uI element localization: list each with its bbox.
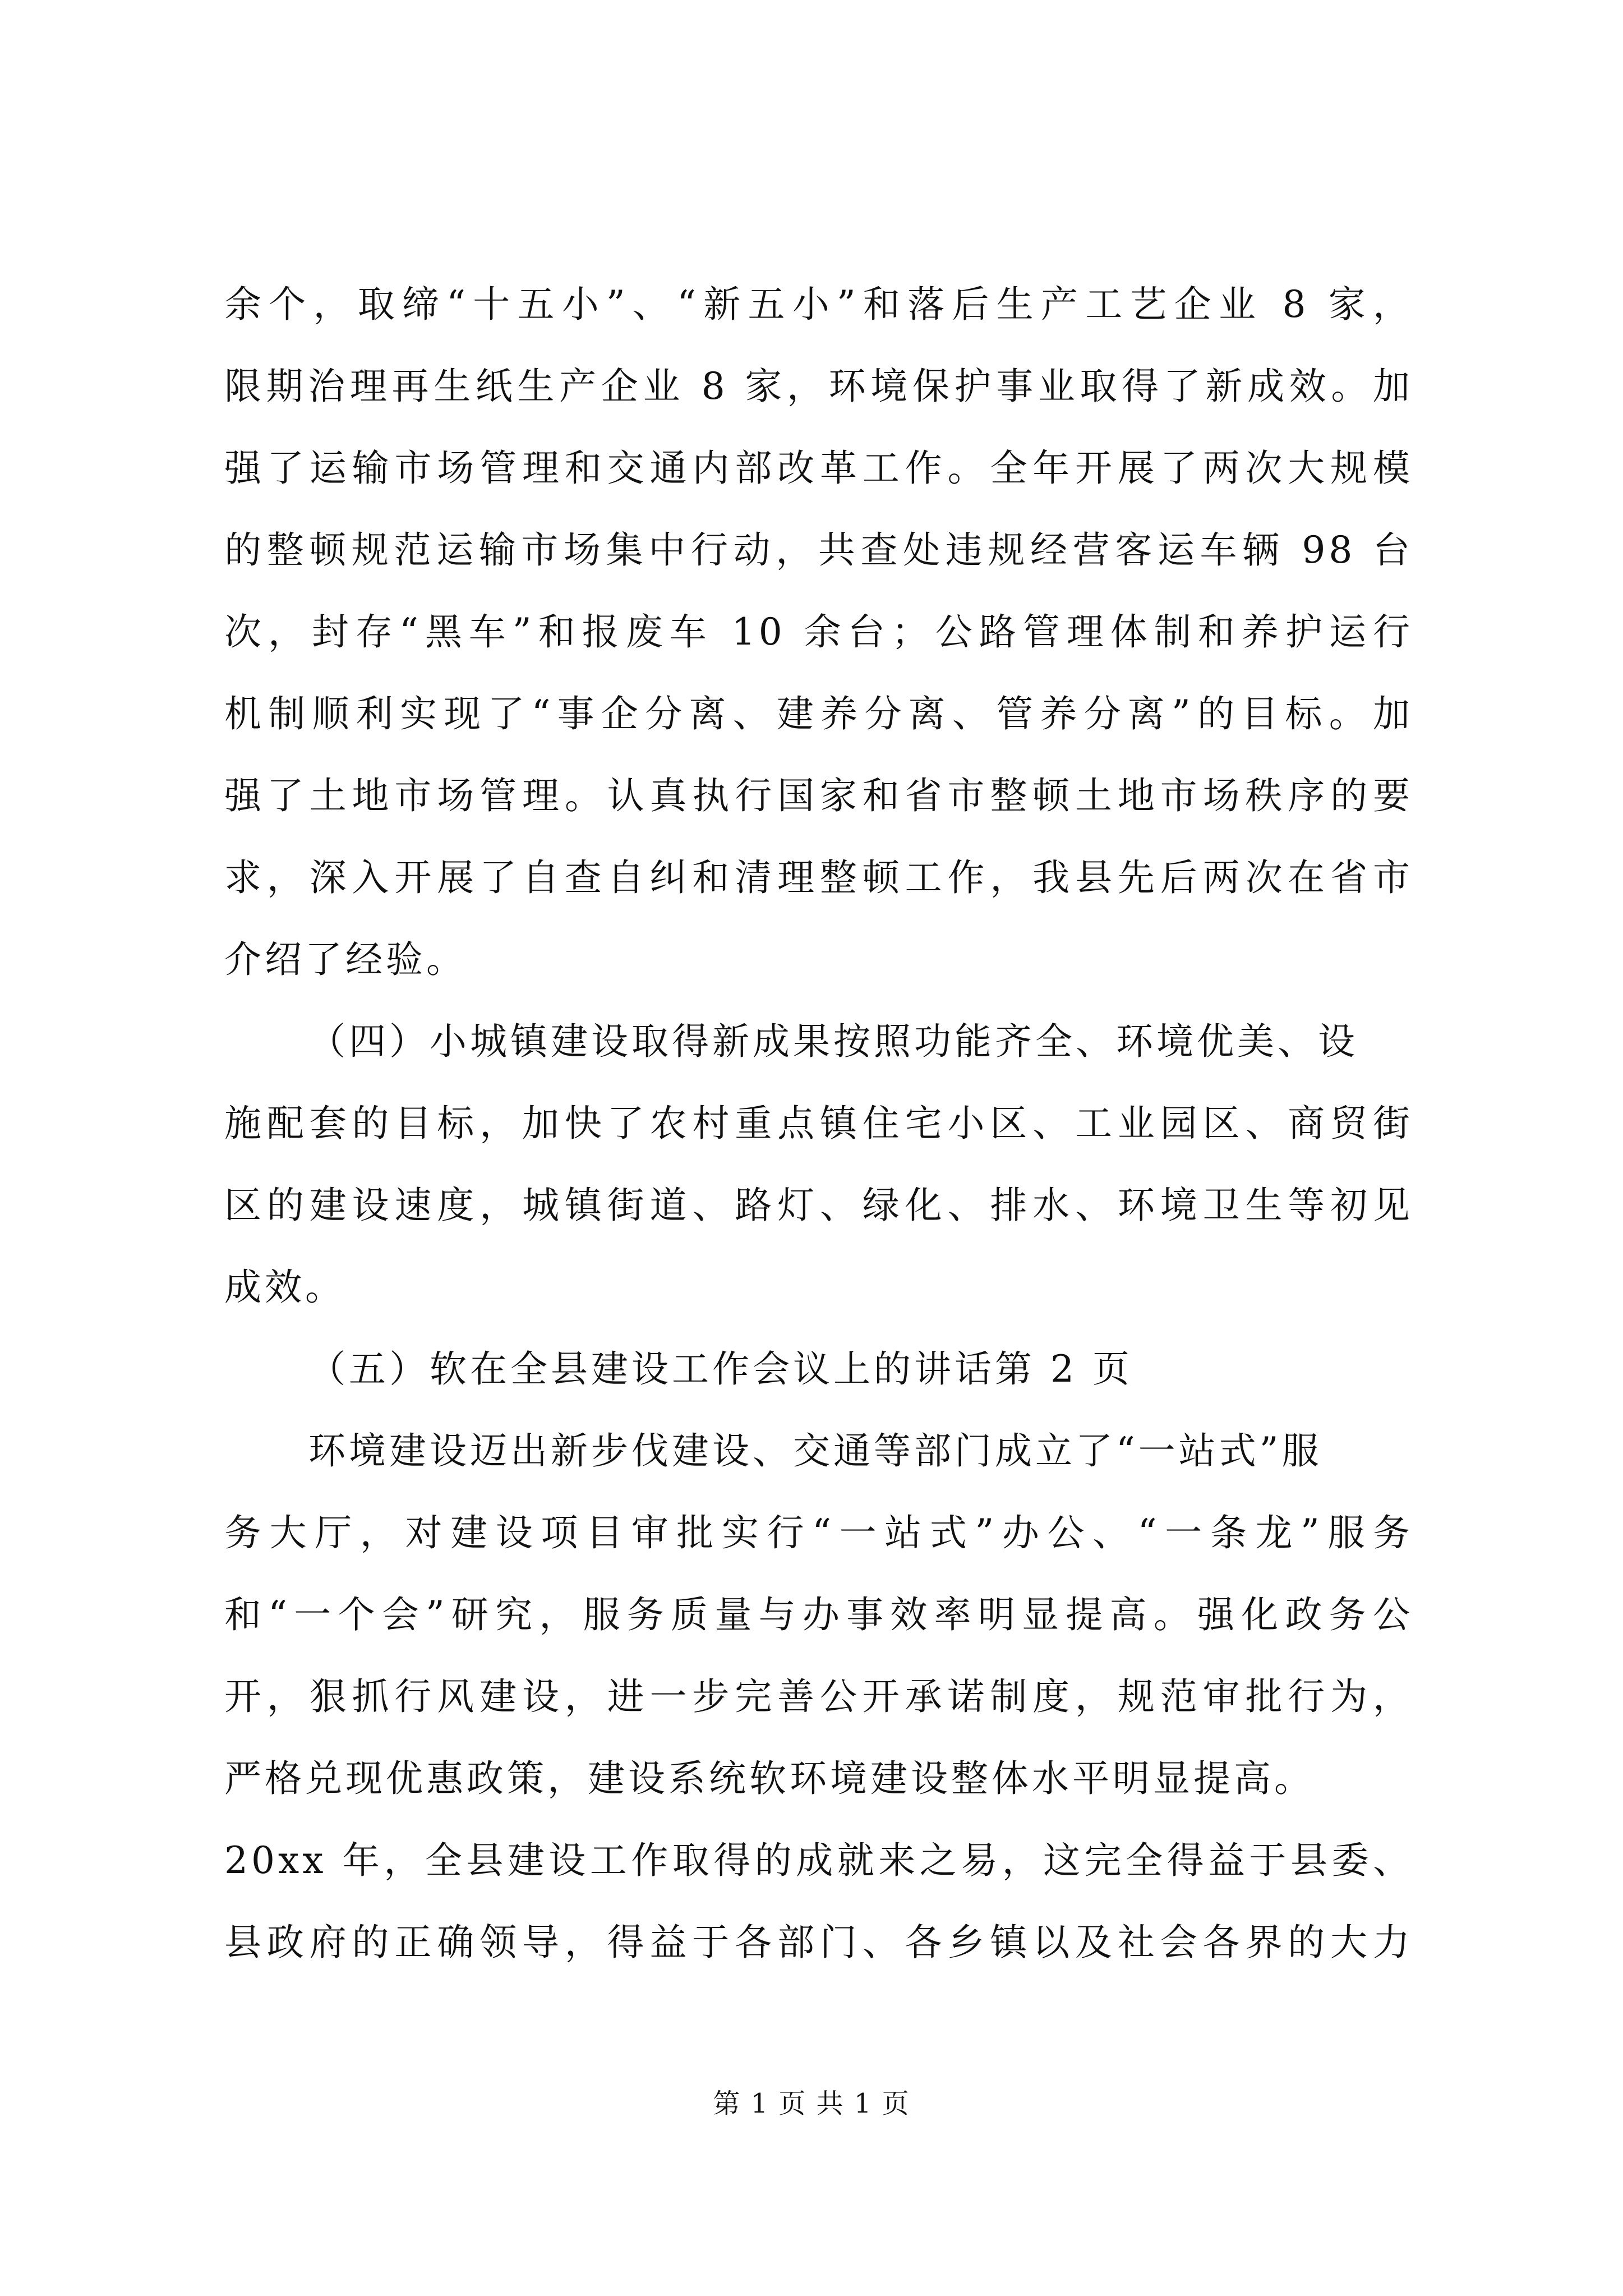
text-line: 的整顿规范运输市场集中行动，共查处违规经营客运车辆 98 台 — [224, 528, 1413, 572]
text-line: 成效。 — [224, 1266, 345, 1309]
text-line: 余个，取缔“十五小”、“新五小”和落后生产工艺企业 8 家， — [224, 283, 1413, 326]
text-line: 强了土地市场管理。认真执行国家和省市整顿土地市场秩序的要 — [224, 774, 1413, 817]
text-line: 机制顺利实现了“事企分离、建养分离、管养分离”的目标。加 — [224, 692, 1413, 735]
text-line: 20xx 年，全县建设工作取得的成就来之易，这完全得益于县委、 — [224, 1839, 1413, 1882]
section-heading: （四）小城镇建设取得新成果按照功能齐全、环境优美、设 — [308, 1020, 1358, 1063]
text-line: 和“一个会”研究，服务质量与办事效率明显提高。强化政务公 — [224, 1593, 1413, 1636]
text-line: 限期治理再生纸生产企业 8 家，环境保护事业取得了新成效。加 — [224, 365, 1413, 408]
text-line: 施配套的目标，加快了农村重点镇住宅小区、工业园区、商贸街 — [224, 1102, 1413, 1145]
text-line: 县政府的正确领导，得益于各部门、各乡镇以及社会各界的大力 — [224, 1921, 1413, 1964]
section-heading: （五）软在全县建设工作会议上的讲话第 2 页 — [308, 1347, 1133, 1391]
text-line: 开，狠抓行风建设，进一步完善公开承诺制度，规范审批行为， — [224, 1675, 1413, 1718]
page-footer: 第 1 页 共 1 页 — [713, 2088, 910, 2119]
text-line: 强了运输市场管理和交通内部改革工作。全年开展了两次大规模 — [224, 447, 1413, 490]
document-body — [224, 264, 1413, 1984]
text-line: 区的建设速度，城镇街道、路灯、绿化、排水、环境卫生等初见 — [224, 1184, 1413, 1227]
text-line: 严格兑现优惠政策，建设系统软环境建设整体水平明显提高。 — [224, 1757, 1315, 1800]
text-line: 介绍了经验。 — [224, 938, 467, 981]
text-line: 求，深入开展了自查自纠和清理整顿工作，我县先后两次在省市 — [224, 856, 1413, 899]
text-line: 务大厅，对建设项目审批实行“一站式”办公、“一条龙”服务 — [224, 1511, 1413, 1554]
text-line: 环境建设迈出新步伐建设、交通等部门成立了“一站式”服 — [308, 1429, 1322, 1473]
text-line: 次，封存“黑车”和报废车 10 余台；公路管理体制和养护运行 — [224, 610, 1413, 654]
